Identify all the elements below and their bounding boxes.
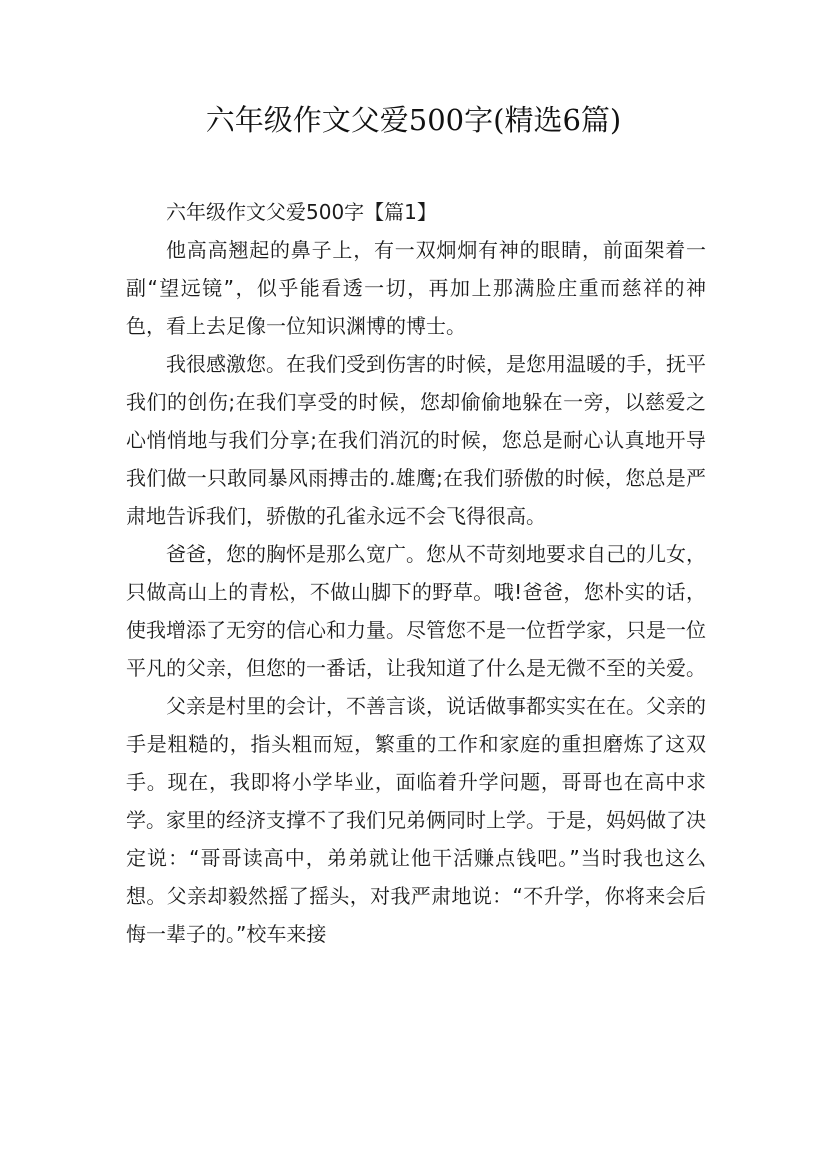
paragraph-3: 爸爸，您的胸怀是那么宽广。您从不苛刻地要求自己的儿女，只做高山上的青松，不做山脚下的野草。哦!爸爸，您朴实的话，使我增添了无穷的信心和力量。尽管您不是一位哲学家，只是一位平凡的父亲，但您的一番话，让我知道了什么是无微不至的关爱。 bbox=[126, 542, 706, 680]
document-title: 六年级作文父爱500字(精选6篇) bbox=[205, 103, 622, 137]
paragraph-2: 我很感激您。在我们受到伤害的时候，是您用温暖的手，抚平我们的创伤;在我们享受的时候，您却偷偷地躲在一旁，以慈爱之心悄悄地与我们分享;在我们消沉的时候，您总是耐心认真地开导我们做一只敢同暴风雨搏击的.雄鹰;在我们骄傲的时候，您总是严肃地告诉我们，骄傲的孔雀永远不会飞得很高。 bbox=[126, 352, 706, 528]
document-body bbox=[126, 193, 706, 953]
paragraph-1: 他高高翘起的鼻子上，有一双炯炯有神的眼睛，前面架着一副“望远镜”，似乎能看透一切，再加上那满脸庄重而慈祥的神色，看上去足像一位知识渊博的博士。 bbox=[126, 238, 706, 338]
paragraph-4: 父亲是村里的会计，不善言谈，说话做事都实实在在。父亲的手是粗糙的，指头粗而短，繁重的工作和家庭的重担磨炼了这双手。现在，我即将小学毕业，面临着升学问题，哥哥也在高中求学。家里的经济支撑不了我们兄弟俩同时上学。于是，妈妈做了决定说：“哥哥读高中，弟弟就让他干活赚点钱吧。”当时我也这么想。父亲却毅然摇了摇头，对我严肃地说：“不升学，你将来会后悔一辈子的。”校车来接 bbox=[126, 694, 706, 946]
section-heading: 六年级作文父爱500字【篇1】 bbox=[166, 200, 437, 224]
